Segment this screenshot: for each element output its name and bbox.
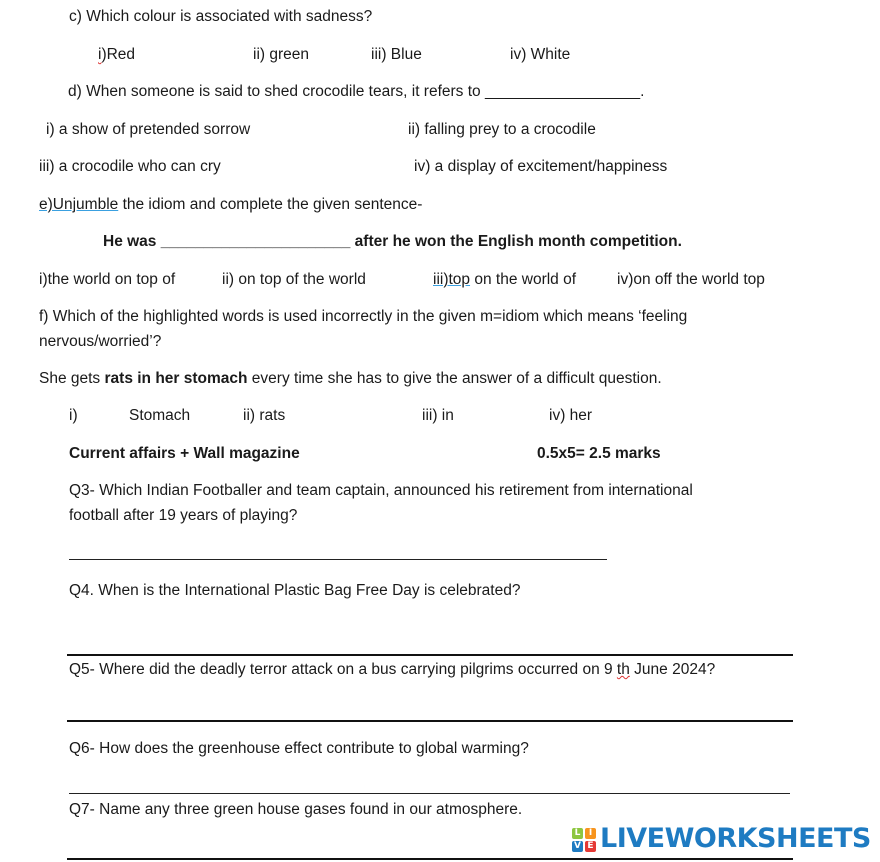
q5-th: th (616, 661, 630, 678)
answer-line-q4[interactable] (67, 654, 793, 656)
question-d: d) When someone is said to shed crocodile tears, it refers to __________________. (68, 83, 645, 100)
sentence-highlight: rats in her stomach (104, 370, 248, 387)
option-e-4: iv)on off the world top (617, 271, 765, 288)
q3-line2: football after 19 years of playing? (69, 507, 298, 524)
logo-square-e: E (585, 841, 596, 852)
option-f-1-num: i) (69, 407, 78, 424)
option-d-1: i) a show of pretended sorrow (46, 121, 251, 138)
logo-square-l: L (572, 828, 583, 839)
sentence-post: every time she has to give the answer of a difficult question. (247, 370, 662, 387)
answer-line-q6[interactable] (69, 793, 790, 794)
option-f-1: Stomach (129, 407, 191, 424)
liveworksheets-logo (572, 823, 872, 855)
q5-post: June 2024? (629, 661, 716, 678)
option-f-3: iii) in (422, 407, 454, 424)
option-c-1-rest: )Red (101, 46, 136, 63)
q5-text (69, 660, 715, 680)
section-title: Current affairs + Wall magazine (69, 445, 300, 462)
question-e-sentence: He was ______________________ after he won the English month competition. (103, 233, 682, 250)
answer-line-q3[interactable] (69, 559, 607, 560)
question-e (39, 195, 422, 215)
question-f-sentence (39, 369, 662, 389)
question-e-text: the idiom and complete the given sentence- (118, 196, 423, 213)
logo-square-i: I (585, 828, 596, 839)
liveworksheets-logo-text: LIVEWORKSHEETS (600, 823, 871, 854)
sentence-pre: She gets (39, 370, 105, 387)
option-d-2: ii) falling prey to a crocodile (408, 121, 596, 138)
question-c: c) Which colour is associated with sadness? (69, 8, 373, 25)
liveworksheets-logo-mark (572, 828, 598, 852)
q6-text: Q6- How does the greenhouse effect contribute to global warming? (69, 740, 529, 757)
option-f-2: ii) rats (243, 407, 286, 424)
option-c-1: i)Red (98, 46, 136, 63)
answer-line-q5[interactable] (67, 720, 793, 722)
option-e-3 (433, 270, 576, 290)
option-d-4: iv) a display of excitement/happiness (414, 158, 668, 175)
q3-line1: Q3- Which Indian Footballer and team captain, announced his retirement from international (69, 482, 693, 499)
option-e-3-label: iii)top (433, 271, 471, 288)
option-f-4: iv) her (549, 407, 593, 424)
option-e-1: i)the world on top of (39, 271, 176, 288)
q4-text: Q4. When is the International Plastic Bag Free Day is celebrated? (69, 582, 521, 599)
option-d-3: iii) a crocodile who can cry (39, 158, 221, 175)
question-f-line2: nervous/worried’? (39, 333, 162, 350)
section-marks: 0.5x5= 2.5 marks (537, 445, 661, 462)
q5-pre: Q5- Where did the deadly terror attack on a bus carrying pilgrims occurred on 9 (69, 661, 617, 678)
option-c-2: ii) green (253, 46, 309, 63)
question-e-label: e)Unjumble (39, 196, 119, 213)
answer-line-q7[interactable] (67, 858, 793, 860)
option-c-3: iii) Blue (371, 46, 422, 63)
option-e-3-rest: on the world of (470, 271, 577, 288)
question-f-line1: f) Which of the highlighted words is used incorrectly in the given m=idiom which means ‘feeling (39, 308, 688, 325)
option-e-2: ii) on top of the world (222, 271, 366, 288)
option-c-4: iv) White (510, 46, 571, 63)
q7-text: Q7- Name any three green house gases found in our atmosphere. (69, 801, 523, 818)
logo-square-v: V (572, 841, 583, 852)
